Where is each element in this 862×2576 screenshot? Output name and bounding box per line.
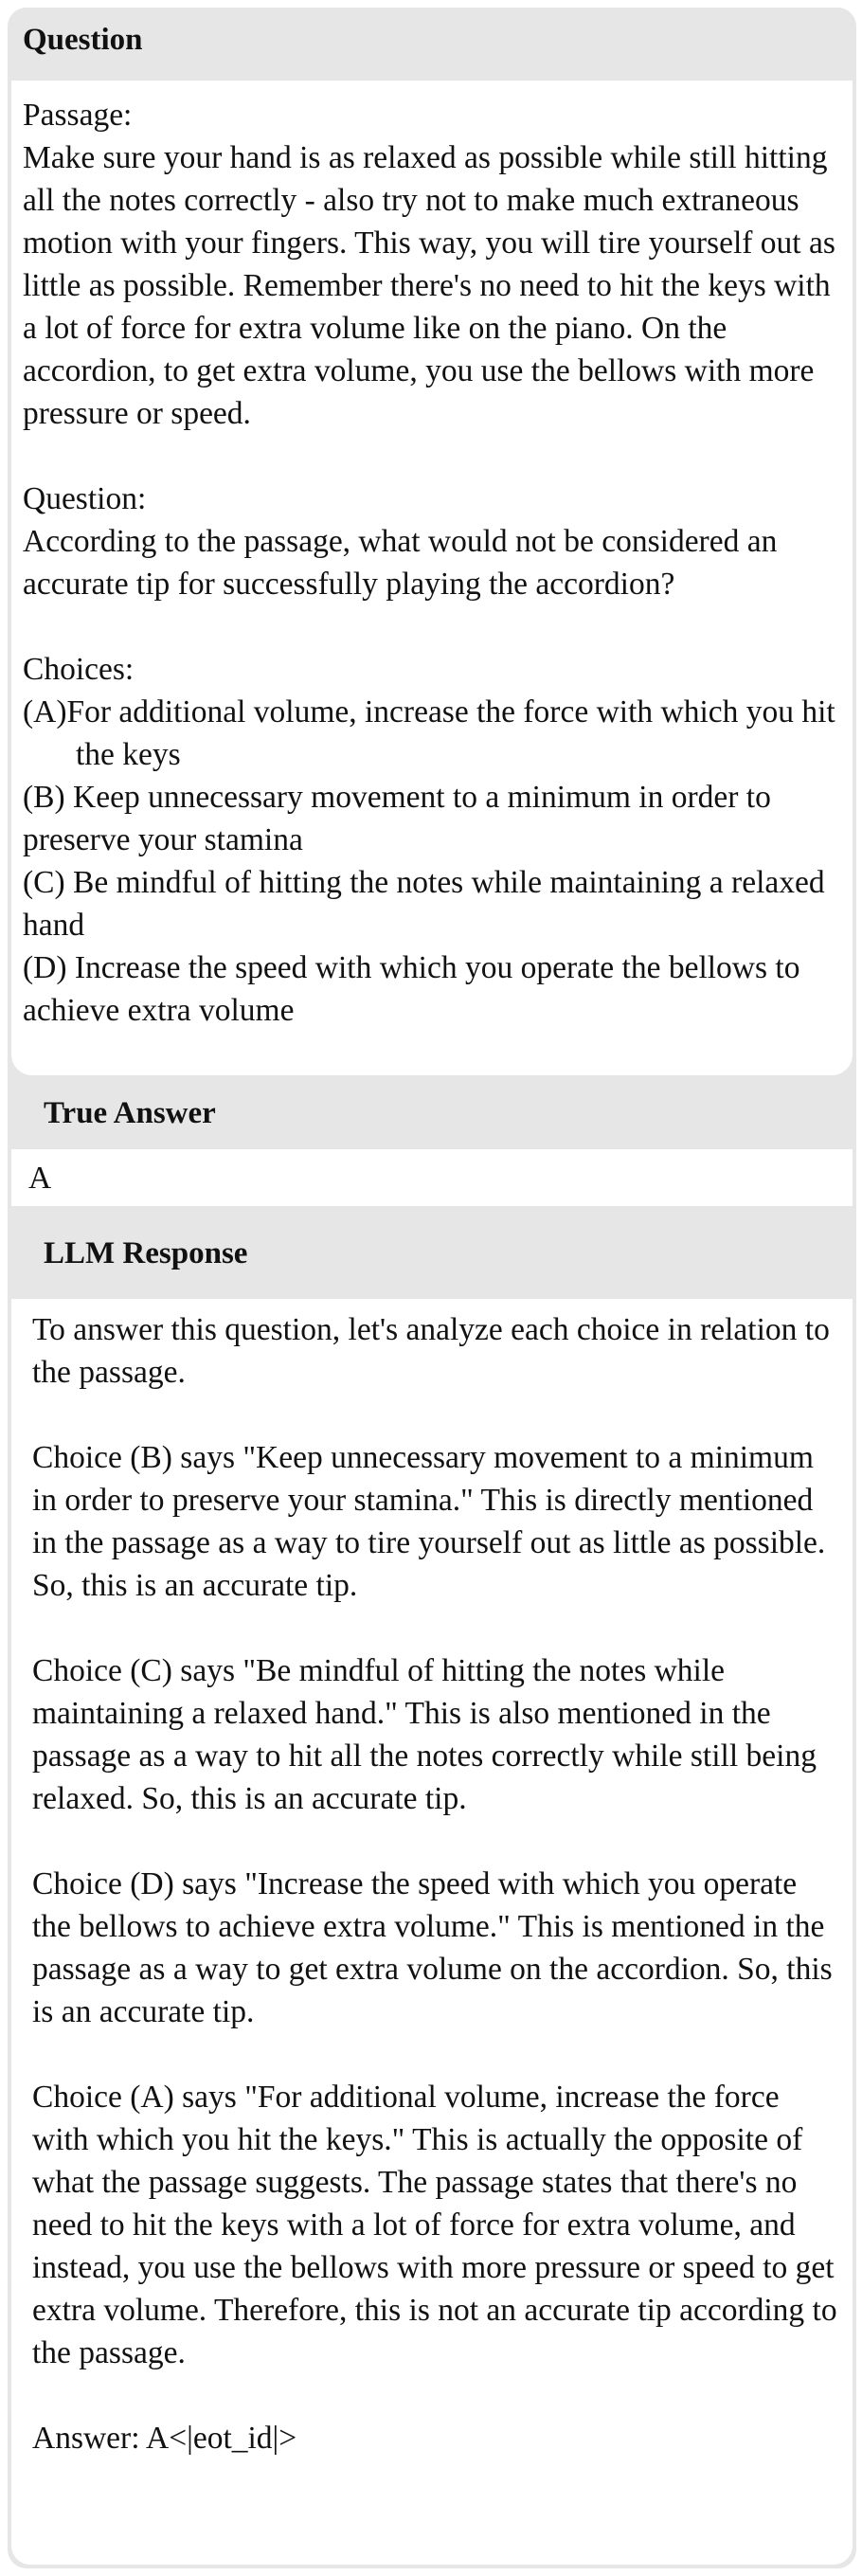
choice-b: (B) Keep unnecessary movement to a minimum in order to preserve your stamina	[23, 780, 771, 857]
question-title: Question	[23, 23, 143, 57]
llm-response-title: LLM Response	[44, 1236, 248, 1270]
true-answer-value: A	[28, 1161, 52, 1196]
passage-text: Make sure your hand is as relaxed as possible while still hitting all the notes correctly - also try not to make much extraneous motion with your fingers. This way, you will tire yourself out as little as possible. Remember there's no need to hit the keys with a lot of force for extra volume like on the piano. On the accordion, to get extra volume, you use the bellows with more pressure or speed.	[23, 140, 835, 431]
llm-response-header	[8, 1206, 856, 1299]
response-paragraph: To answer this question, let's analyze each choice in relation to the passage.	[32, 1312, 830, 1390]
llm-response-content	[32, 1308, 837, 2459]
response-paragraph: Choice (B) says "Keep unnecessary movement to a minimum in order to preserve your stamina." This is directly mentioned in the passage as a way to tire yourself out as little as possible. So, this is an accurate tip.	[32, 1440, 826, 1603]
question-content	[23, 94, 843, 1032]
question-body	[11, 81, 853, 1075]
choice-a: (A)For additional volume, increase the force with which you hit the keys	[23, 694, 835, 772]
choice-d: (D) Increase the speed with which you operate the bellows to achieve extra volume	[23, 950, 800, 1028]
true-answer-body	[11, 1149, 853, 1206]
question-label: Question:	[23, 481, 147, 516]
question-header	[8, 8, 856, 74]
response-paragraph: Choice (C) says "Be mindful of hitting the notes while maintaining a relaxed hand." This is also mentioned in the passage as a way to hit all the notes correctly while still being relaxed. So, this is an accurate tip.	[32, 1653, 817, 1816]
choice-c: (C) Be mindful of hitting the notes while maintaining a relaxed hand	[23, 865, 825, 943]
passage-label: Passage:	[23, 98, 133, 133]
true-answer-title: True Answer	[44, 1096, 216, 1130]
response-paragraph: Choice (D) says "Increase the speed with which you operate the bellows to achieve extra volume." This is mentioned in the passage as a way to get extra volume on the accordion. So, this is an accurate tip.	[32, 1866, 833, 2029]
response-paragraph: Choice (A) says "For additional volume, increase the force with which you hit the keys." This is actually the opposite of what the passage suggests. The passage states that there's no need to hit the keys with a lot of force for extra volume, and instead, you use the bellows with more pressure or speed to get extra volume. Therefore, this is not an accurate tip according to the passage.	[32, 2080, 837, 2370]
llm-response-body	[11, 1299, 853, 2565]
choices-label: Choices:	[23, 652, 135, 687]
qa-card	[8, 8, 856, 2568]
response-final-answer: Answer: A<|eot_id|>	[32, 2421, 297, 2456]
question-text: According to the passage, what would not be considered an accurate tip for successfully playing the accordion?	[23, 524, 778, 602]
true-answer-header	[8, 1075, 856, 1149]
